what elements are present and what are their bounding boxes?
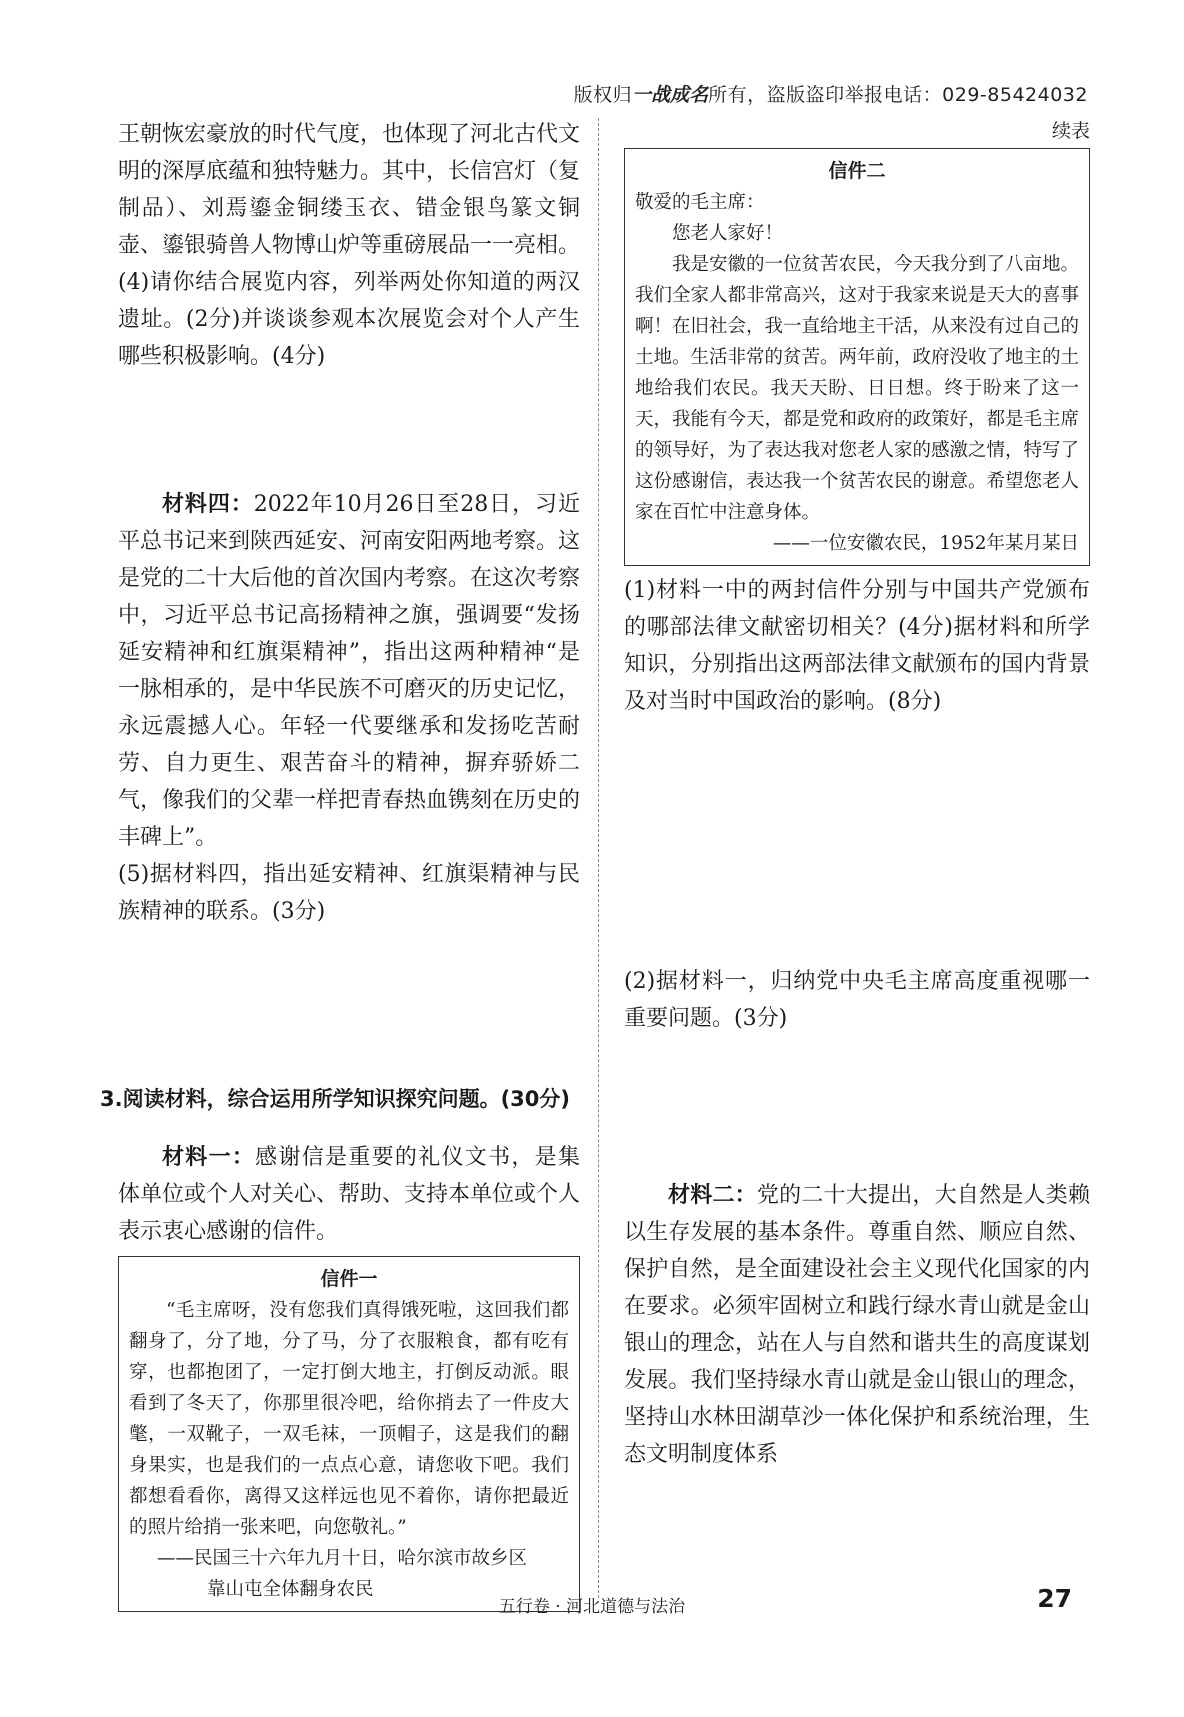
material-2-text: 党的二十大提出，大自然是人类赖以生存发展的基本条件。尊重自然、顺应自然、保护自然，是全面建设社会主义现代化国家的内在要求。必须牢固树立和践行绿水青山就是金山银山的理念，站在人与自然和谐共生的高度谋划发展。我们坚持绿水青山就是金山银山的理念，坚持山水林田湖草沙一体化保护和系统治理，生态文明制度体系	[624, 1183, 1090, 1467]
material-4-text: 2022年10月26日至28日，习近平总书记来到陕西延安、河南安阳两地考察。这是党的二十大后他的首次国内考察。在这次考察中，习近平总书记高扬精神之旗，强调要“发扬延安精神和红旗渠精神”，指出这两种精神“是一脉相承的，是中华民族不可磨灭的历史记忆，永远震撼人心。年轻一代要继承和发扬吃苦耐劳、自力更生、艰苦奋斗的精神，摒弃骄娇二气，像我们的父辈一样把青春热血镌刻在历史的丰碑上”。	[118, 492, 581, 850]
letter-2-salutation: 敬爱的毛主席：	[635, 192, 765, 213]
material-1-text: 感谢信是重要的礼仪文书，是集体单位或个人对关心、帮助、支持本单位或个人表示衷心感谢的信件。	[118, 1145, 581, 1244]
material-2	[624, 1177, 1090, 1473]
question-2: (2)据材料一，归纳党中央毛主席高度重视哪一重要问题。(3分)	[624, 969, 1090, 1031]
material-4	[118, 486, 580, 856]
material-4-label: 材料四：	[162, 492, 254, 517]
letter-2-greeting: 您老人家好！	[672, 223, 784, 244]
answer-space-1[interactable]	[624, 720, 1090, 963]
answer-space-5[interactable]	[118, 930, 580, 1060]
question-4: (4)请你结合展览内容，列举两处你知道的两汉遗址。(2分)并谈谈参观本次展览会对个人产生哪些积极影响。(4分)	[118, 270, 580, 369]
copyright-header	[574, 80, 1088, 107]
letter-1-body: “毛主席呀，没有您我们真得饿死啦，这回我们都翻身了，分了地，分了马，分了衣服粮食，都有吃有穿，也都抱团了，一定打倒大地主，打倒反动派。眼看到了冬天了，你那里很冷吧，给你捎去了一件皮大氅，一双靴子，一双毛袜，一顶帽子，这是我们的翻身果实，也是我们的一点点心意，请您收下吧。我们都想看看你，离得又这样远也见不着你，请你把最近的照片给捎一张来吧，向您敬礼。”	[129, 1300, 569, 1538]
material-2-label: 材料二：	[668, 1183, 757, 1208]
letter-2-box	[624, 148, 1090, 566]
letter-2-body: 我是安徽的一位贫苦农民，今天我分到了八亩地。我们全家人都非常高兴，这对于我家来说是天大的喜事啊！在旧社会，我一直给地主干活，从来没有过自己的土地。生活非常的贫苦。两年前，政府没收了地主的土地给我们农民。我天天盼、日日想。终于盼来了这一天，我能有今天，都是党和政府的政策好，都是毛主席的领导好，为了表达我对您老人家的感激之情，特写了这份感谢信，表达我一个贫苦农民的谢意。希望您老人家在百忙中注意身体。	[635, 254, 1080, 523]
answer-space-2[interactable]	[624, 1037, 1090, 1177]
brand-logo: 一战成名	[632, 84, 709, 106]
footer-series: 五行卷 · 河北道德与法治	[498, 1597, 686, 1617]
copyright-suffix: 所有，盗版盗印举报电话：029-85424032	[708, 84, 1088, 106]
left-column	[100, 116, 581, 1612]
letter-1-signature-1: ——民国三十六年九月十日，哈尔滨市故乡区	[157, 1548, 528, 1569]
question-5: (5)据材料四，指出延安精神、红旗渠精神与民族精神的联系。(3分)	[118, 862, 580, 924]
answer-space-4[interactable]	[118, 375, 580, 486]
letter-2-signature: ——一位安徽农民，1952年某月某日	[772, 533, 1079, 554]
question-1: (1)材料一中的两封信件分别与中国共产党颁布的哪部法律文献密切相关？(4分)据材料和所学知识，分别指出这两部法律文献颁布的国内背景及对当时中国政治的影响。(8分)	[624, 578, 1090, 714]
letter-1-title: 信件一	[320, 1268, 378, 1290]
intro-paragraph: 王朝恢宏豪放的时代气度，也体现了河北古代文明的深厚底蕴和独特魅力。其中，长信宫灯（复制品）、刘焉鎏金铜缕玉衣、错金银鸟篆文铜壶、鎏银骑兽人物博山炉等重磅展品一一亮相。	[118, 122, 581, 258]
letter-1-signature-2: 靠山屯全体翻身农民	[207, 1579, 374, 1600]
material-1	[118, 1139, 580, 1250]
copyright-prefix: 版权归	[573, 84, 633, 106]
question-3-header: 3.阅读材料，综合运用所学知识探究问题。(30分)	[100, 1087, 571, 1111]
column-divider	[598, 118, 599, 1598]
continue-label: 续表	[1051, 120, 1090, 142]
right-column	[624, 116, 1090, 1473]
letter-2-title: 信件二	[828, 160, 886, 182]
letter-1-box	[118, 1256, 580, 1612]
material-1-label: 材料一：	[162, 1145, 256, 1170]
page-number: 27	[1037, 1584, 1072, 1613]
